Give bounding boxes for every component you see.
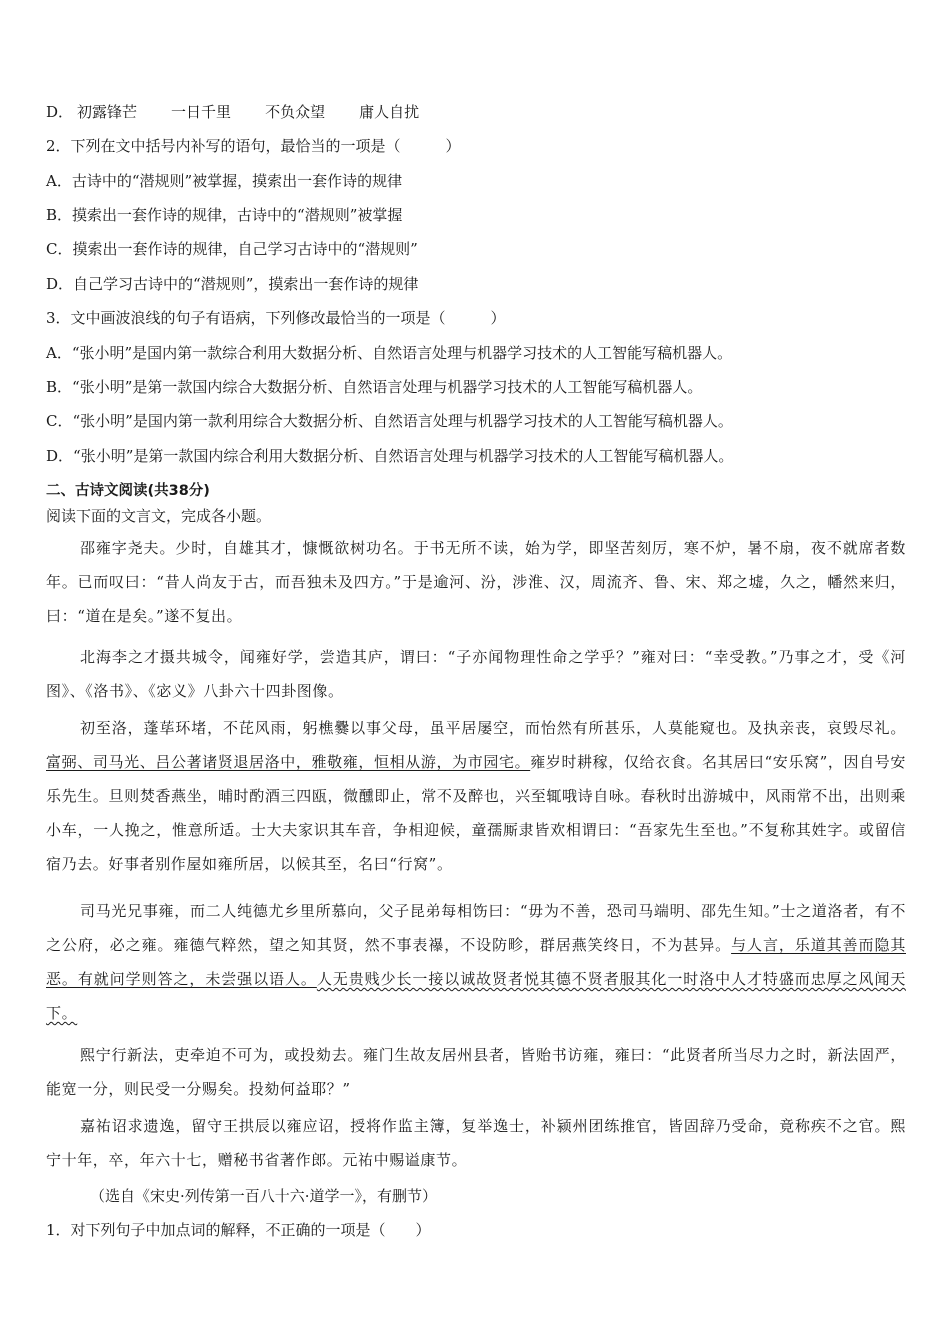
- passage-paragraph-3: [46, 711, 906, 881]
- q3-stem: 3．文中画波浪线的句子有语病，下列修改最恰当的一项是（ ）: [46, 309, 506, 327]
- q3-option-c: C．“张小明”是国内第一款利用综合大数据分析、自然语言处理与机器学习技术的人工智能写稿机器人。: [46, 412, 733, 430]
- passage-paragraph-2: 北海李之才摄共城令，闻雍好学，尝造其庐，谓曰：“子亦闻物理性命之学乎？”雍对曰：“幸受教。”乃事之才，受《河图》、《洛书》、《宓义》八卦六十四卦图像。: [46, 648, 906, 700]
- q2-option-a: A．古诗中的“潜规则”被掌握，摸索出一套作诗的规律: [46, 172, 403, 190]
- q3-option-a: A．“张小明”是国内第一款综合利用大数据分析、自然语言处理与机器学习技术的人工智能写稿机器人。: [46, 344, 733, 362]
- passage-paragraph-5: 熙宁行新法，吏牵迫不可为，或投劾去。雍门生故友居州县者，皆贻书访雍，雍曰：“此贤者所当尽力之时，新法固严，能宽一分，则民受一分赐矣。投劾何益耶？”: [46, 1046, 906, 1098]
- paragraph-text: 司马光兄事雍，而二人纯德尤乡里所慕向，父子昆弟每相饬曰：“毋为不善，恐司马端明、邵先生知。”士之道洛者，有不之公府，必之雍。雍德气粹然，望之知其贤，然不事表襮，不设防畛，群居燕笑终日，不为甚异。: [46, 902, 906, 954]
- paragraph-text: 初至洛，蓬荜环堵，不芘风雨，躬樵爨以事父母，虽平居屡空，而怡然有所甚乐，人莫能窥也。及执亲丧，哀毁尽礼。: [80, 719, 906, 737]
- passage-paragraph-4: [46, 894, 906, 1030]
- underlined-sentence: 与人言，乐道其善而隐其恶。有就问学则答之，未尝强以语人。: [46, 936, 906, 988]
- passage-source: （选自《宋史·列传第一百八十六·道学一》，有删节）: [90, 1187, 438, 1205]
- option-word: 初露锋芒: [77, 103, 138, 121]
- q3-option-b: B．“张小明”是第一款国内综合大数据分析、自然语言处理与机器学习技术的人工智能写稿机器人。: [46, 378, 703, 396]
- underlined-sentence: 富弼、司马光、吕公著诸贤退居洛中，雅敬雍，恒相从游，为市园宅。: [46, 753, 531, 771]
- option-word: 不负众望: [265, 103, 326, 121]
- sub-question-1-stem: 1．对下列句子中加点词的解释，不正确的一项是（ ）: [46, 1221, 431, 1239]
- q2-option-c: C．摸索出一套作诗的规律，自己学习古诗中的“潜规则”: [46, 240, 418, 258]
- q2-option-b: B．摸索出一套作诗的规律，古诗中的“潜规则”被掌握: [46, 206, 403, 224]
- paragraph-text: 雍岁时耕稼，仅给衣食。名其居曰“安乐窝”，因自号安乐先生。旦则焚香燕坐，晡时酌酒三四瓯，微醺即止，常不及醉也，兴至辄哦诗自咏。春秋时出游城中，风雨常不出，出则乘小车，一人挽之，惟意所适。士大夫家识其车音，争相迎候，童孺厮隶皆欢相谓曰：“吾家先生至也。”不复称其姓字。或留信宿乃去。好事者别作屋如雍所居，以候其至，名曰“行窝”。: [46, 753, 906, 873]
- wavy-underlined-sentence: 人无贵贱少长一接以诚故贤者悦其德不贤者服其化一时洛中人才特盛而忠厚之风闻天下。: [46, 970, 906, 1022]
- passage-paragraph-6: 嘉祐诏求遗逸，留守王拱辰以雍应诏，授将作监主簿，复举逸士，补颍州团练推官，皆固辞乃受命，竟称疾不之官。熙宁十年，卒，年六十七，赠秘书省著作郎。元祐中赐谥康节。: [46, 1117, 906, 1169]
- reading-instruction: 阅读下面的文言文，完成各小题。: [46, 507, 272, 525]
- q2-stem: 2．下列在文中括号内补写的语句，最恰当的一项是（ ）: [46, 137, 461, 155]
- option-letter: D．: [46, 103, 74, 121]
- q2-option-d: D．自己学习古诗中的“潜规则”，摸索出一套作诗的规律: [46, 275, 419, 293]
- option-word: 一日千里: [171, 103, 232, 121]
- passage-paragraph-1: 邵雍字尧夫。少时，自雄其才，慷慨欲树功名。于书无所不读，始为学，即坚苦刻厉，寒不炉，暑不扇，夜不就席者数年。已而叹曰：“昔人尚友于古，而吾独未及四方。”于是逾河、汾，涉淮、汉，周流齐、鲁、宋、郑之墟，久之，幡然来归，曰：“道在是矣。”遂不复出。: [46, 539, 906, 625]
- q3-option-d: D．“张小明”是第一款国内综合利用大数据分析、自然语言处理与机器学习技术的人工智能写稿机器人。: [46, 447, 734, 465]
- section-heading: 二、古诗文阅读(共38分): [46, 483, 210, 499]
- option-word: 庸人自扰: [359, 103, 420, 121]
- q1-option-d: [46, 102, 453, 122]
